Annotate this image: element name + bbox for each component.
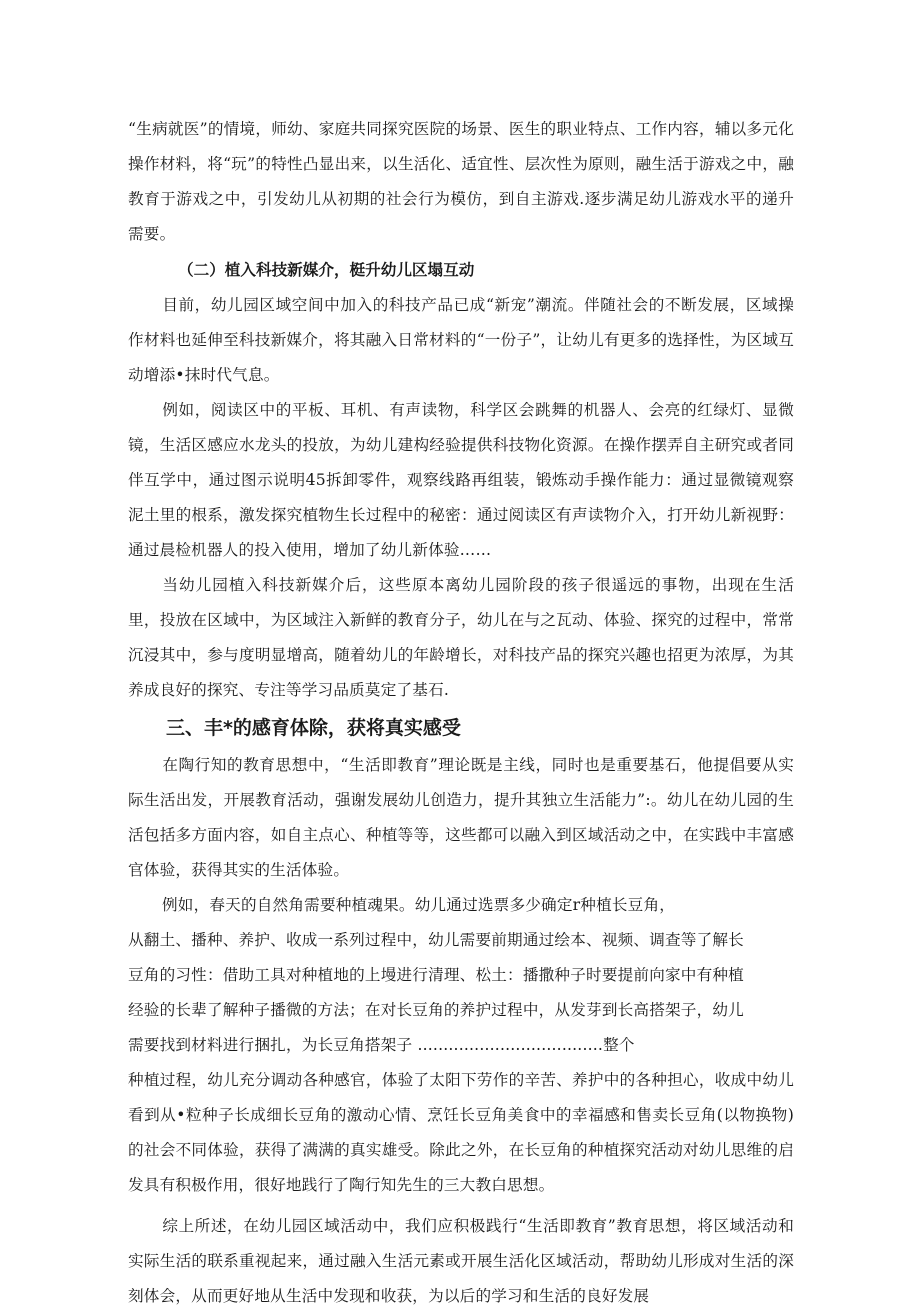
- paragraph-1: “生病就医”的情境，师幼、家庭共同探究医院的场景、医生的职业特点、工作内容，辅以多元化操作材料，将“玩”的特性凸显出来，以生活化、适宜性、层次性为原则，融生活于游戏之中，融教育于游戏之中，引发幼儿从初期的社会行为模仿，到自主游戏.逐步满足幼儿游戏水平的递升需要。: [128, 120, 794, 243]
- paragraph-6-line-4: 经验的长辈了解种子播微的方法；在对长豆角的养护过程中，从发芽到长高搭架子，幼儿: [128, 1001, 744, 1019]
- paragraph-6-rest: 种植过程，幼儿充分调动各种感官，体验了太阳下劳作的辛苦、养护中的各种担心，收成中幼儿看到从•粒种子长成细长豆角的激动心情、烹饪长豆角美食中的幸福感和售卖长豆角(以物换物)的社会不同体验，获得了满满的真实雄受。除此之外，在长豆角的种植探究活动对幼儿思维的启发具有积极作用，很好地践行了陶行知先生的三大教白思想。: [128, 1071, 794, 1194]
- paragraph-5: 在陶行知的教育思想中，“生活即教育”理论既是主线，同时也是重要基石，他提倡要从实际生活出发，开展教育活动，强谢发展幼儿创造力，提升其独立生活能力”:。幼儿在幼儿园的生活包括多方面内容，如自主点心、种植等等，这些都可以融入到区域活动之中，在实践中丰富感官体验，获得其实的生活体验。: [128, 756, 794, 879]
- paragraph-6-line-5: 需要找到材料进行捆扎，为长豆角搭架子 ....................................整个: [128, 1036, 635, 1054]
- paragraph-6: [128, 888, 794, 1203]
- paragraph-6-line-3: 豆角的习性：借助工具对种植地的上墁进行清理、松土：播撒种子时要提前向家中有种植: [128, 966, 744, 984]
- paragraph-6-line-2: 从翻土、播种、养护、收成一系列过程中，幼儿需要前期通过绘本、视频、调查等了解长: [128, 931, 744, 949]
- document-body: [128, 112, 794, 1314]
- paragraph-3: 例如，阅读区中的平板、耳机、有声读物，科学区会跳舞的机器人、会亮的红绿灯、显微镜，生活区感应水龙头的投放，为幼儿建构经验提供科技物化资源。在操作摆弄自主研究或者同伴互学中，通过图示说明45拆卸零件，观察线路再组装，锻炼动手操作能力：通过显微镜观察泥土里的根系，激发探究植物生长过程中的秘密：通过阅读区有声读物介入，打开幼儿新视野：通过晨检机器人的投入使用，增加了幼儿新体验……: [128, 401, 794, 559]
- paragraph-6-line-1: 例如，春天的自然角需要种植魂果。幼儿通过选票多少确定r种植长豆角，: [162, 896, 676, 914]
- paragraph-7: 综上所述，在幼儿园区域活动中，我们应积极践行“生活即教育”教育思想，将区域活动和实际生活的联系重视起来，通过融入生活元素或开展生活化区域活动，帮助幼儿形成对生活的深刻体会，从而更好地从生活中发现和收获，为以后的学习和生活的良好发展: [128, 1217, 794, 1305]
- section-heading-3: 三、丰*的感育体除，获将真实感受: [166, 717, 461, 739]
- paragraph-4: 当幼儿园植入科技新媒介后，这些原本离幼儿园阶段的孩子很遥远的事物，出现在生活里，投放在区域中，为区域注入新鲜的教育分子，幼儿在与之瓦动、体验、探究的过程中，常常沉浸其中，参与度明显增高，随着幼儿的年龄增长，对科技产品的探究兴趣也招更为浓厚，为其养成良好的探究、专注等学习品质莫定了基石.: [128, 576, 794, 699]
- paragraph-2: 目前，幼儿园区域空间中加入的科技产品已成“新宠”潮流。伴随社会的不断发展，区域操作材料也延伸至科技新媒介，将其融入日常材料的“一份子”，让幼儿有更多的选择性，为区域互动增添•抹时代气息。: [128, 296, 794, 384]
- section-heading-2: （二）植入科技新媒介，梃升幼儿区塌互动: [178, 261, 475, 279]
